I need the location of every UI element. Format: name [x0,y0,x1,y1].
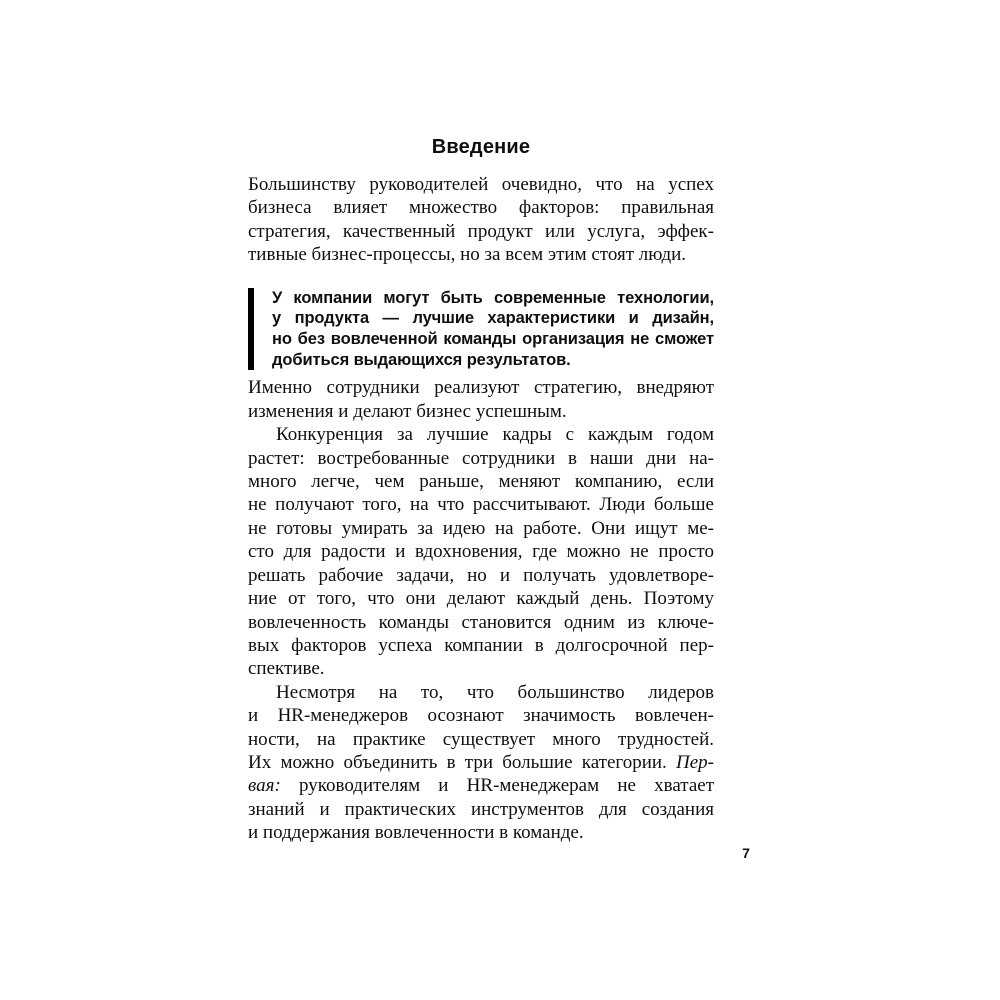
text-line: вых факторов успеха компании в долгосрочной пер- [248,634,714,656]
text-line: вовлеченность команды становится одним из ключе- [248,611,714,633]
text-line: но без вовлеченной команды организация не сможет [272,330,714,349]
text-line: тивные бизнес-процессы, но за всем этим стоят люди. [248,244,687,266]
text-line: спективе. [248,658,325,680]
quote-bar [248,288,254,371]
text-column [248,136,714,845]
text-line: Большинству руководителей очевидно, что на успех [248,174,714,195]
text-line: и поддержания вовлеченности в команде. [248,822,584,844]
text-line: У компании могут быть современные технологии, [272,288,714,307]
text-line: Их можно объединить в три большие категории. Пер- [248,751,714,773]
text-line: у продукта — лучшие характеристики и дизайн, [272,309,714,328]
text-line: и HR-менеджеров осознают значимость вовлечен- [248,705,714,727]
quote-text [272,288,714,371]
text-line: Именно сотрудники реализуют стратегию, внедряют [248,377,714,399]
text-line: решать рабочие задачи, но и получать удовлетворе- [248,564,714,586]
paragraph [248,173,714,267]
text-line: стратегия, качественный продукт или услуга, эффек- [248,220,714,242]
text-line: ние от того, что они делают каждый день. Поэтому [248,588,714,610]
text-line: много легче, чем раньше, меняют компанию, если [248,471,714,493]
text-line: добиться выдающихся результатов. [272,350,571,369]
paragraph [248,681,714,845]
paragraph-list [248,173,714,845]
paragraph [248,376,714,423]
quote-block [248,288,714,371]
text-line: сто для радости и вдохновения, где можно не просто [248,541,714,563]
paragraph [248,423,714,680]
text-line: вая: руководителям и HR-менеджерам не хватает [248,775,714,797]
chapter-title: Введение [431,136,531,158]
page-number: 7 [742,845,750,861]
text-line: не готовы умирать за идею на работе. Они ищут ме- [248,517,714,539]
text-line: Конкуренция за лучшие кадры с каждым годом [276,424,714,446]
text-line: знаний и практических инструментов для создания [248,798,714,820]
text-line: изменения и делают бизнес успешным. [248,400,567,422]
text-line: растет: востребованные сотрудники в наши дни на- [248,447,714,469]
text-line: ности, на практике существует много трудностей. [248,728,714,750]
text-line: не получают того, на что рассчитывают. Люди больше [248,494,714,516]
text-line: Несмотря на то, что большинство лидеров [276,681,714,703]
text-line: бизнеса влияет множество факторов: правильная [248,197,714,219]
